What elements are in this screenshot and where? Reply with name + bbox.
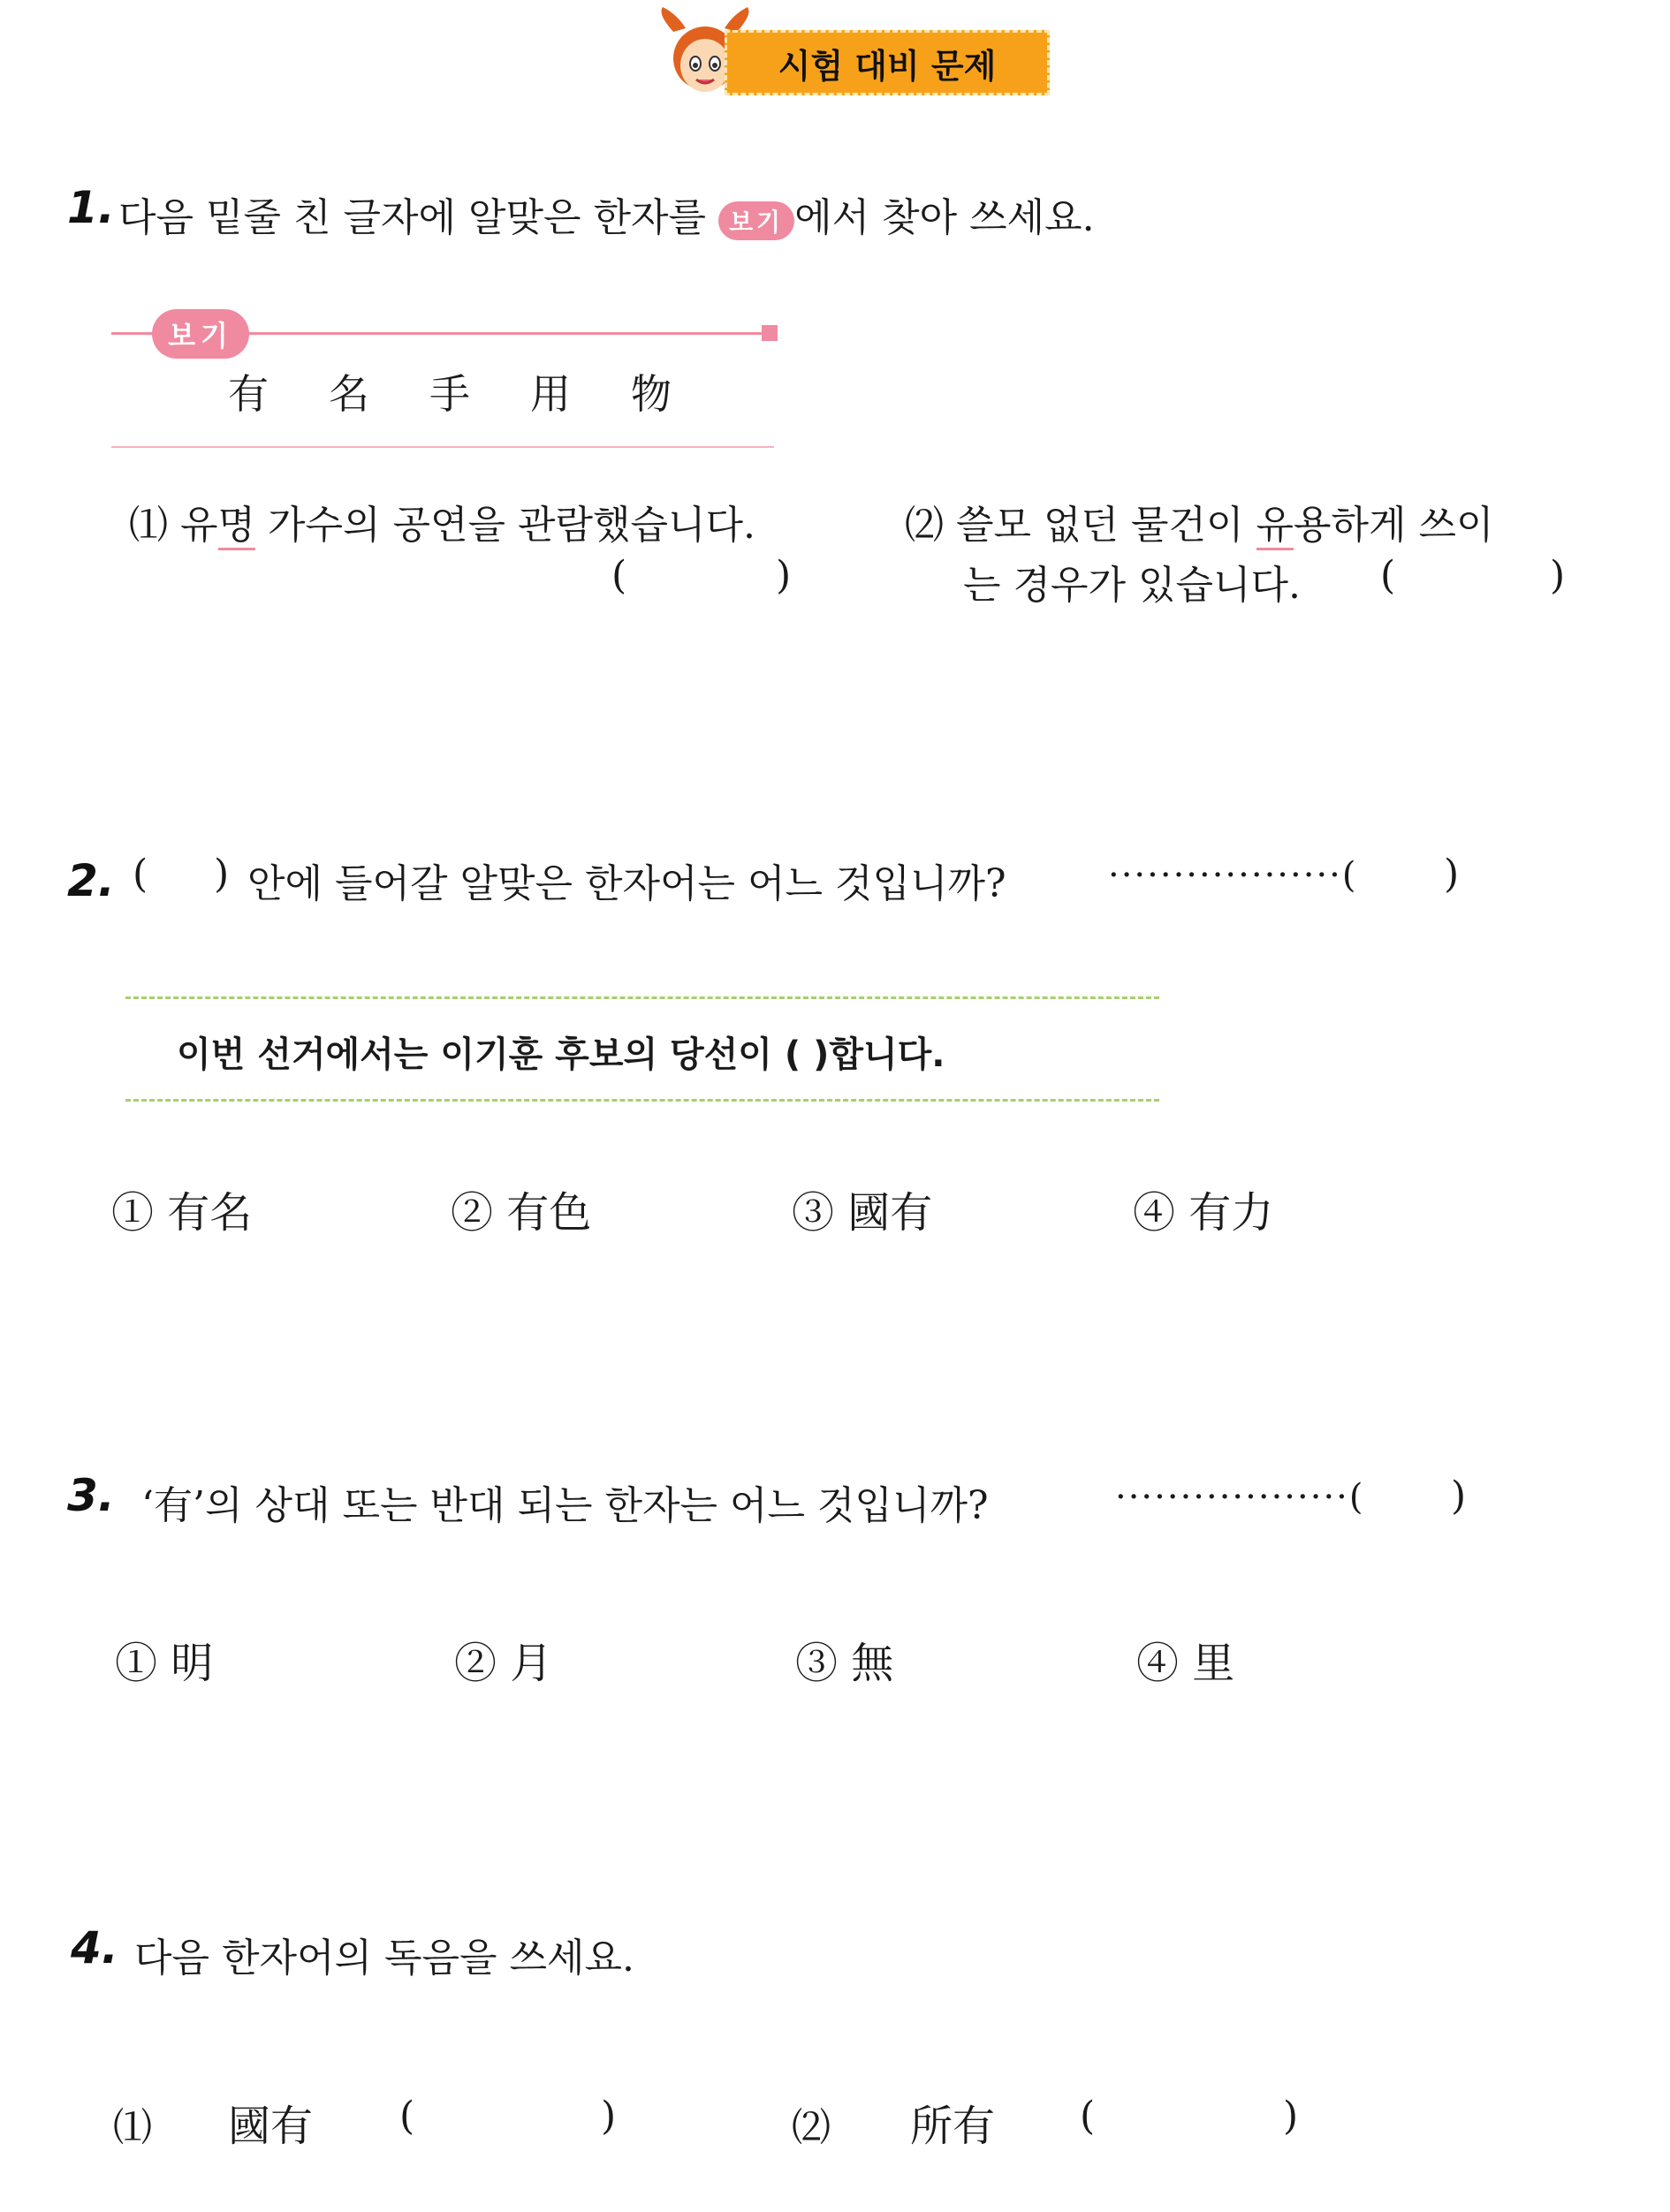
answer-paren-open: ( bbox=[1080, 2094, 1096, 2139]
answer-paren-close: ) bbox=[776, 553, 792, 598]
sub-question-2-line2: 는 경우가 있습니다. bbox=[963, 563, 1301, 608]
option-text: 有力 bbox=[1188, 1188, 1274, 1238]
answer-paren-open: ( bbox=[1380, 553, 1396, 598]
option-3[interactable] bbox=[792, 1178, 932, 1239]
sentence-box-bottom-border bbox=[125, 1099, 1159, 1102]
question-text bbox=[118, 186, 1095, 242]
sub-text: 용하게 쓰이 bbox=[1294, 503, 1494, 548]
option-2[interactable] bbox=[454, 1629, 552, 1690]
answer-leader: ··················( bbox=[1108, 855, 1358, 896]
option-number: ② bbox=[451, 1188, 494, 1238]
question-number: 2. bbox=[67, 855, 115, 906]
question-number: 1. bbox=[67, 182, 115, 233]
question-number: 3. bbox=[67, 1470, 115, 1521]
option-4[interactable] bbox=[1136, 1629, 1234, 1690]
option-text: 明 bbox=[171, 1639, 214, 1688]
question-number: 4. bbox=[71, 1922, 118, 1973]
sub-text: 쓸모 없던 물건이 bbox=[956, 503, 1256, 548]
bogi-char: 用 bbox=[530, 370, 571, 418]
answer-leader: ··················( bbox=[1115, 1477, 1365, 1518]
bogi-char: 手 bbox=[429, 370, 470, 418]
question-text-before: 다음 밑줄 친 글자에 알맞은 한자를 bbox=[118, 195, 706, 240]
option-1[interactable] bbox=[111, 1178, 252, 1239]
option-text: 里 bbox=[1192, 1639, 1235, 1688]
option-2[interactable] bbox=[451, 1178, 591, 1239]
sub-label: ⑵ bbox=[905, 503, 944, 548]
option-text: 月 bbox=[510, 1639, 553, 1688]
bogi-label: 보기 bbox=[152, 309, 249, 359]
bogi-line-end-marker bbox=[762, 325, 778, 341]
question-text: ‘有’의 상대 또는 반대 되는 한자는 어느 것입니까? bbox=[141, 1483, 989, 1528]
bogi-char: 物 bbox=[631, 370, 672, 418]
reading-item-2-label: ⑵ bbox=[792, 2105, 831, 2150]
blank-paren-open: ( bbox=[133, 852, 148, 897]
answer-paren-close: ) bbox=[1451, 1473, 1467, 1519]
section-title-banner bbox=[725, 30, 1050, 95]
sub-label: ⑴ bbox=[129, 503, 168, 548]
option-3[interactable] bbox=[795, 1629, 893, 1690]
bogi-char: 有 bbox=[228, 370, 269, 418]
option-number: ④ bbox=[1136, 1639, 1180, 1688]
bogi-badge: 보기 bbox=[718, 201, 794, 240]
option-number: ③ bbox=[795, 1639, 839, 1688]
reading-item-1-label: ⑴ bbox=[113, 2105, 152, 2150]
option-4[interactable] bbox=[1133, 1178, 1273, 1239]
option-text: 有色 bbox=[506, 1188, 592, 1238]
option-number: ④ bbox=[1133, 1188, 1176, 1238]
answer-paren-close: ) bbox=[601, 2094, 617, 2139]
answer-paren-close: ) bbox=[1283, 2094, 1299, 2139]
reading-item-1-word: 國有 bbox=[228, 2102, 314, 2151]
question-text: 안에 들어갈 알맞은 한자어는 어느 것입니까? bbox=[247, 861, 1006, 906]
option-text: 有名 bbox=[167, 1188, 253, 1238]
sub-text: 유 bbox=[180, 503, 218, 548]
question-text-after: 에서 찾아 쓰세요. bbox=[794, 195, 1095, 240]
option-1[interactable] bbox=[115, 1629, 213, 1690]
option-text: 國有 bbox=[847, 1188, 933, 1238]
sub-text: 가수의 공연을 관람했습니다. bbox=[255, 503, 756, 548]
option-text: 無 bbox=[851, 1639, 894, 1688]
answer-paren-close: ) bbox=[1550, 553, 1566, 598]
option-number: ① bbox=[115, 1639, 158, 1688]
option-number: ③ bbox=[792, 1188, 835, 1238]
sub-question-1 bbox=[129, 493, 755, 549]
answer-paren-open: ( bbox=[611, 553, 627, 598]
section-title: 시험 대비 문제 bbox=[778, 46, 997, 86]
sub-question-2 bbox=[905, 493, 1494, 549]
bogi-char: 名 bbox=[329, 370, 369, 418]
blank-paren-close: ) bbox=[214, 852, 230, 897]
example-sentence: 이번 선거에서는 이기훈 후보의 당선이 ( )합니다. bbox=[177, 1034, 945, 1075]
option-number: ① bbox=[111, 1188, 155, 1238]
sentence-box-top-border bbox=[125, 996, 1159, 999]
option-number: ② bbox=[454, 1639, 497, 1688]
bogi-bottom-line bbox=[111, 446, 774, 448]
answer-paren-close: ) bbox=[1444, 852, 1460, 897]
underlined-char: 유 bbox=[1256, 503, 1294, 550]
answer-paren-open: ( bbox=[399, 2094, 415, 2139]
question-text: 다음 한자어의 독음을 쓰세요. bbox=[134, 1936, 634, 1981]
reading-item-2-word: 所有 bbox=[910, 2102, 996, 2151]
underlined-char: 명 bbox=[218, 503, 256, 550]
